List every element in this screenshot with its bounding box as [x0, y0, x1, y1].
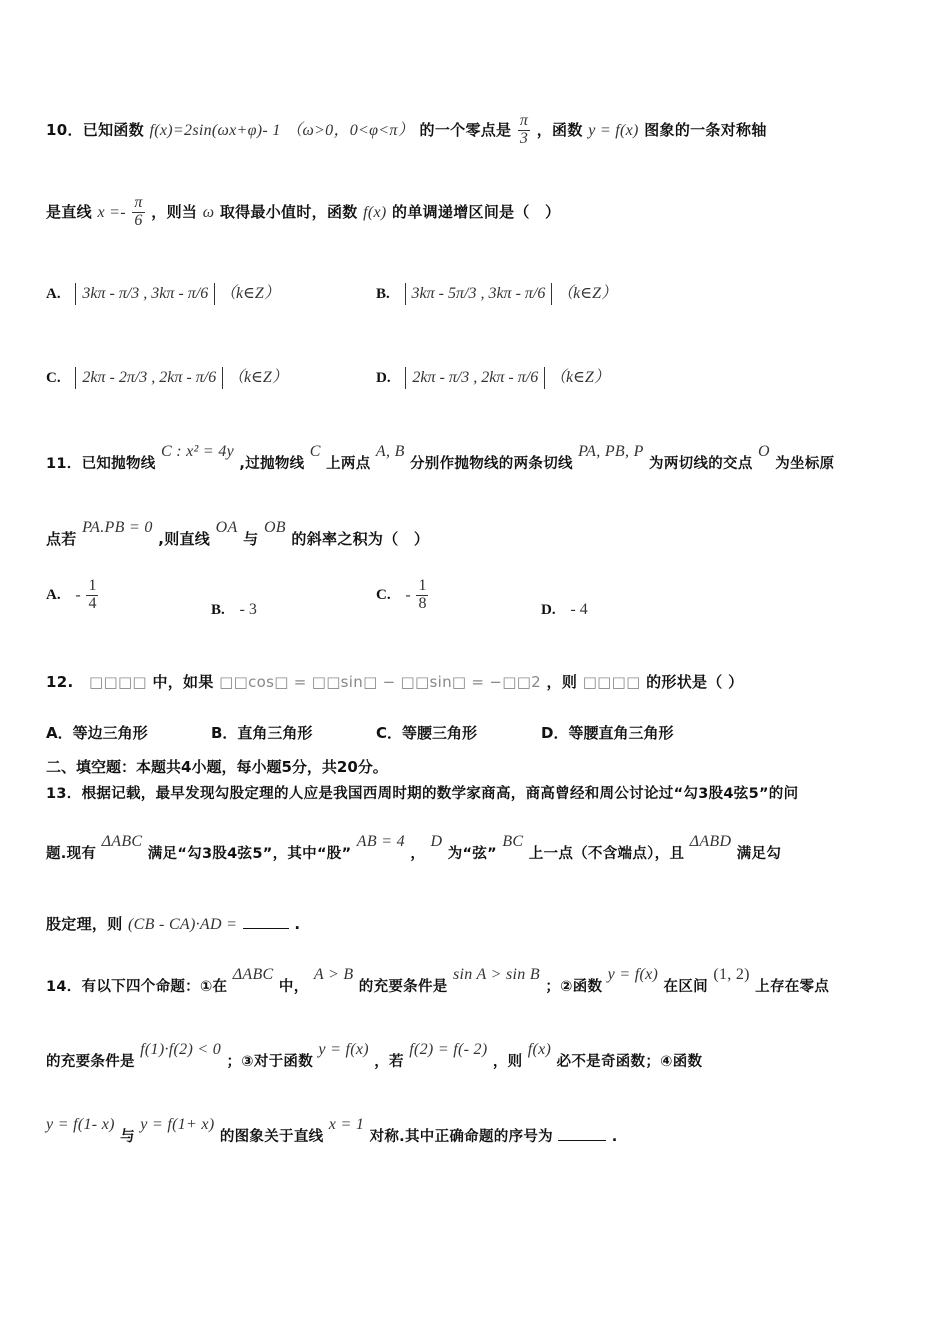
q13-line-2: 题.现有 ΔABC 满足“勾3股4弦5”，其中“股” AB = 4 ， D 为“弦” BC 上一点（不含端点），且 ΔABD 满足勾 [46, 833, 782, 862]
q10-omega: ω [202, 203, 215, 221]
q11-option-c[interactable]: C. - $\frac{1}{8}$ [376, 577, 427, 612]
q14-line-2: 的充要条件是 f(1)·f(2) < 0 ；③对于函数 y = f(x) ，若 f(2) = f(- 2) ，则 f(x) 必不是奇函数；④函数 [46, 1041, 703, 1070]
q13-expression: (CB - CA)·AD = [128, 916, 238, 933]
q12-option-d[interactable]: D．等腰直角三角形 [541, 724, 674, 742]
q10-option-d-interval: 2kπ - π/3 , 2kπ - π/6 [405, 367, 545, 389]
q10-text: ，则当 [151, 202, 198, 221]
q10-line-2 [46, 195, 560, 230]
q11-line-2: 点若 PA.PB = 0 ,则直线 OA 与 OB 的斜率之积为（ ） [46, 519, 430, 548]
q10-function-y: y = f(x) [588, 121, 639, 139]
q10-function: f(x)=2sin(ωx+φ)- 1 [149, 121, 281, 139]
q12-option-c[interactable]: C．等腰三角形 [376, 724, 478, 742]
q11-dot-product: PA.PB = 0 [82, 519, 153, 536]
q11-option-b[interactable]: B. - 3 [211, 601, 257, 618]
q10-stem-text: 10．已知函数 [46, 120, 144, 139]
q10-function-f: f(x) [363, 203, 387, 221]
q10-text: ，函数 [536, 120, 583, 139]
q14-line-3: y = f(1- x) 与 y = f(1+ x) 的图象关于直线 x = 1 对称.其中正确命题的序号为 . [46, 1116, 618, 1145]
section-fill-in-header: 二、填空题：本题共4小题，每小题5分，共20分。 [46, 758, 388, 776]
q13-line-1: 13．根据记载，最早发现勾股定理的人应是我国西周时期的数学家商高，商高曾经和周公讨论过“勾3股4弦5”的问 [46, 786, 799, 802]
q10-option-b[interactable]: B. 3kπ - 5π/3 , 3kπ - π/6 （k∈Z） [376, 280, 617, 305]
q12-option-b[interactable]: B．直角三角形 [211, 724, 313, 742]
q10-line-1 [46, 113, 767, 148]
q10-text: 图象的一条对称轴 [644, 120, 767, 139]
q10-option-c-interval: 2kπ - 2π/3 , 2kπ - π/6 [75, 367, 223, 389]
q12-broken-glyphs: □□□□ [582, 673, 641, 691]
q12-broken-glyphs: □□□□ [89, 673, 147, 691]
q11-option-a[interactable]: A. - $\frac{1}{4}$ [46, 577, 97, 612]
q10-option-a[interactable]: A. 3kπ - π/3 , 3kπ - π/6 （k∈Z） [46, 280, 280, 305]
q10-text: 的一个零点是 [419, 120, 512, 139]
q10-option-c[interactable]: C. 2kπ - 2π/3 , 2kπ - π/6 （k∈Z） [46, 364, 288, 389]
q12-broken-equation: □□cos□ = □□sin□ − □□sin□ = −□□2 [219, 673, 542, 691]
q12-line: 12. □□□□ 中，如果 □□cos□ = □□sin□ − □□sin□ = −□□2 ，则 □□□□ 的形状是（ ） [46, 673, 744, 691]
q10-text: 的单调递增区间是（ ） [392, 202, 561, 221]
q10-text: 取得最小值时，函数 [219, 202, 358, 221]
q10-axis: x =- [97, 203, 126, 221]
q13-line-3: 股定理，则 (CB - CA)·AD = . [46, 915, 301, 933]
q12-option-a[interactable]: A．等边三角形 [46, 724, 148, 742]
q11-line-1: 11．已知抛物线 C : x² = 4y ,过抛物线 C 上两点 A, B 分别作抛物线的两条切线 PA, PB, P 为两切线的交点 O 为坐标原 [46, 443, 835, 472]
q11-option-d[interactable]: D. - 4 [541, 601, 588, 618]
q10-condition: （ω>0，0<φ<π） [286, 121, 415, 139]
q10-option-b-interval: 3kπ - 5π/3 , 3kπ - π/6 [405, 283, 553, 305]
q13-answer-blank[interactable] [243, 928, 289, 929]
q10-option-d[interactable]: D. 2kπ - π/3 , 2kπ - π/6 （k∈Z） [376, 364, 610, 389]
q14-answer-blank[interactable] [558, 1140, 606, 1141]
q10-text: 是直线 [46, 202, 92, 221]
q10-zero-fraction: $\frac{\pi}{3}$ [519, 112, 529, 147]
q10-option-a-interval: 3kπ - π/3 , 3kπ - π/6 [75, 283, 215, 305]
q11-curve: C : x² = 4y [160, 443, 235, 460]
q14-line-1: 14．有以下四个命题：①在 ΔABC 中， A > B 的充要条件是 sin A > sin B ；②函数 y = f(x) 在区间 (1, 2) 上存在零点 [46, 966, 830, 995]
q10-axis-fraction: $\frac{\pi}{6}$ [134, 194, 143, 229]
